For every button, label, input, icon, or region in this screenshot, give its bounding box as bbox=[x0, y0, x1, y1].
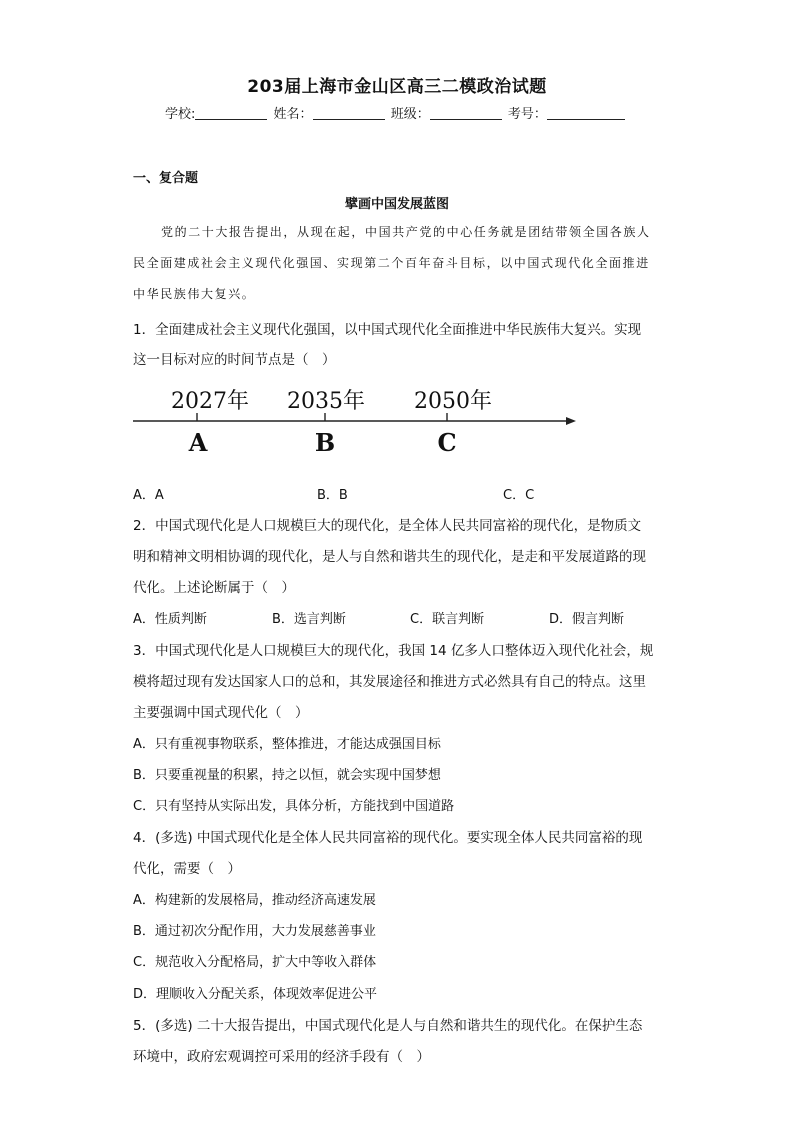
q5-stem-line2: 环境中，政府宏观调控可采用的经济手段有（ ） bbox=[133, 1049, 430, 1065]
q4-stem-line2: 代化，需要（ ） bbox=[133, 861, 241, 877]
q3-option-a[interactable]: A．只有重视事物联系，整体推进，才能达成强国目标 bbox=[133, 737, 441, 752]
timeline-year-2: 2035年 bbox=[287, 389, 365, 414]
q2-stem-line1: 2．中国式现代化是人口规模巨大的现代化，是全体人民共同富裕的现代化，是物质文 bbox=[133, 518, 642, 534]
timeline-point-c: C bbox=[437, 428, 457, 457]
q2-stem-line3: 代化。上述论断属于（ ） bbox=[133, 580, 295, 596]
timeline-year-1: 2027年 bbox=[171, 389, 249, 414]
section-heading: 一、复合题 bbox=[133, 171, 199, 186]
q4-stem-line1: 4．(多选) 中国式现代化是全体人民共同富裕的现代化。要实现全体人民共同富裕的现 bbox=[133, 830, 643, 846]
class-label: 班级： bbox=[390, 107, 430, 122]
q1-stem-line2: 这一目标对应的时间节点是（ ） bbox=[133, 352, 336, 368]
timeline-year-3: 2050年 bbox=[414, 389, 492, 414]
q5-stem-line1: 5．(多选) 二十大报告提出，中国式现代化是人与自然和谐共生的现代化。在保护生态 bbox=[133, 1018, 643, 1034]
q2-option-a[interactable]: A．性质判断 bbox=[133, 612, 207, 627]
timeline-arrowhead bbox=[566, 417, 576, 425]
q2-option-c[interactable]: C．联言判断 bbox=[410, 612, 485, 627]
timeline-point-b: B bbox=[314, 428, 336, 457]
q2-option-d[interactable]: D．假言判断 bbox=[549, 612, 625, 627]
name-label: 姓名： bbox=[273, 107, 313, 122]
q3-stem-line3: 主要强调中国式现代化（ ） bbox=[133, 705, 309, 721]
q1-option-b[interactable]: B．B bbox=[317, 488, 348, 503]
exam-no-label: 考号： bbox=[507, 107, 547, 122]
school-label: 学校: bbox=[165, 107, 196, 122]
q2-option-b[interactable]: B．选言判断 bbox=[272, 612, 346, 627]
q3-option-c[interactable]: C．只有坚持从实际出发，具体分析，方能找到中国道路 bbox=[133, 799, 455, 814]
reading-passage: 党的二十大报告提出，从现在起，中国共产党的中心任务就是团结带领全国各族人民全面建成社会主义现代化强国、实现第二个百年奋斗目标，以中国式现代化全面推进中华民族伟大复兴。 bbox=[133, 225, 651, 301]
q1-option-a[interactable]: A．A bbox=[133, 488, 164, 503]
timeline-point-a: A bbox=[188, 428, 208, 457]
q3-stem-line1: 3．中国式现代化是人口规模巨大的现代化，我国 14 亿多人口整体迈入现代化社会，规 bbox=[133, 643, 654, 659]
q2-stem-line2: 明和精神文明相协调的现代化，是人与自然和谐共生的现代化，是走和平发展道路的现 bbox=[133, 549, 646, 565]
q1-option-c[interactable]: C．C bbox=[503, 488, 535, 503]
q3-stem-line2: 模将超过现有发达国家人口的总和，其发展途径和推进方式必然具有自己的特点。这里 bbox=[133, 674, 646, 690]
q3-option-b[interactable]: B．只要重视量的积累，持之以恒，就会实现中国梦想 bbox=[133, 768, 441, 783]
q4-option-d[interactable]: D．理顺收入分配关系，体现效率促进公平 bbox=[133, 987, 378, 1002]
q4-option-a[interactable]: A．构建新的发展格局，推动经济高速发展 bbox=[133, 893, 376, 908]
q4-option-c[interactable]: C．规范收入分配格局，扩大中等收入群体 bbox=[133, 955, 377, 970]
q4-option-b[interactable]: B．通过初次分配作用，大力发展慈善事业 bbox=[133, 924, 376, 939]
q1-stem-line1: 1．全面建成社会主义现代化强国，以中国式现代化全面推进中华民族伟大复兴。实现 bbox=[133, 322, 642, 338]
section-subtitle: 擘画中国发展蓝图 bbox=[344, 197, 449, 212]
exam-title: 203届上海市金山区高三二模政治试题 bbox=[247, 77, 547, 97]
